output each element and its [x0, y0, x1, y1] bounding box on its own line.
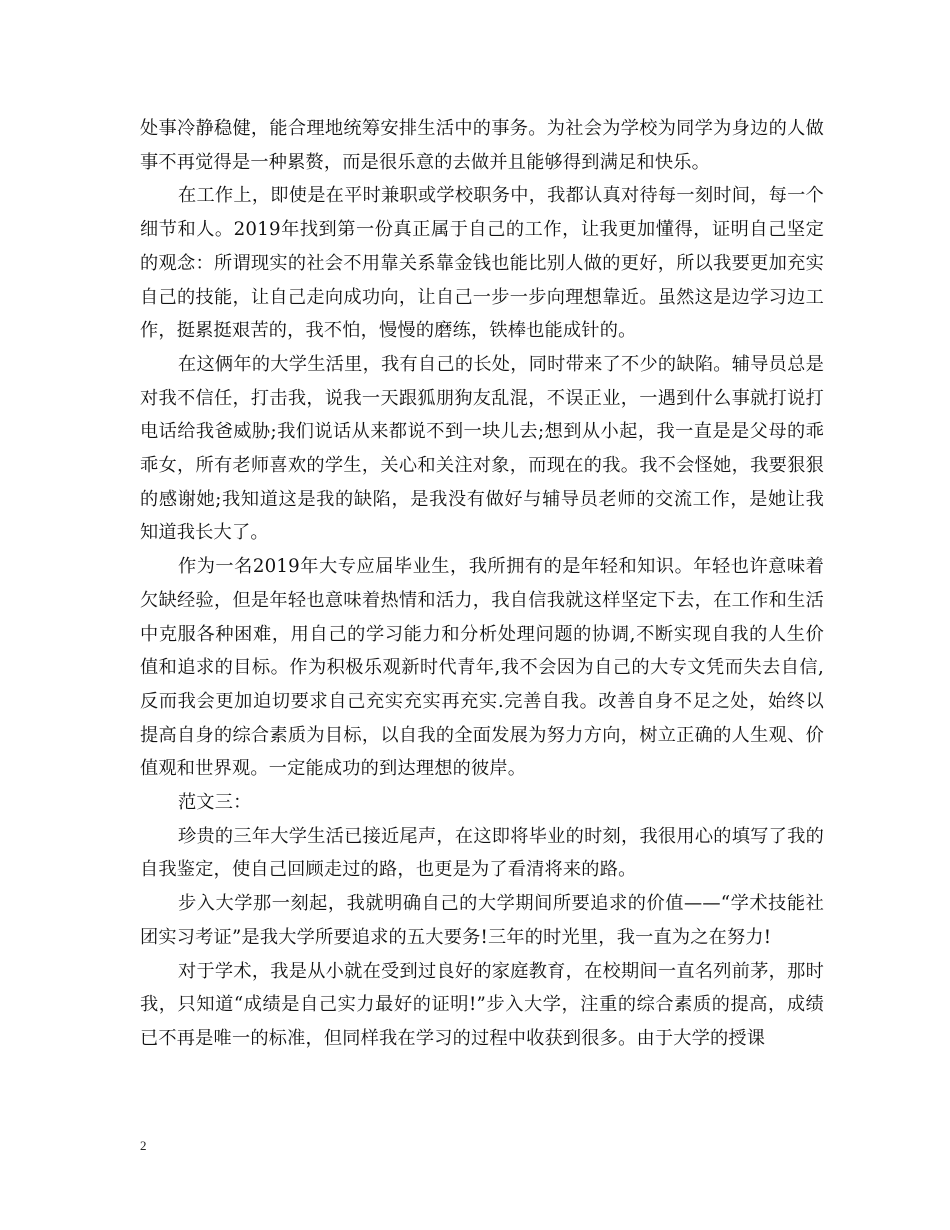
section-heading: 范文三： [178, 792, 252, 814]
document-page [140, 112, 824, 1056]
paragraph-1: 处事冷静稳健，能合理地统筹安排生活中的事务。为社会为学校为同学为身边的人做事不再觉得是一种累赘，而是很乐意的去做并且能够得到满足和快乐。 [140, 118, 824, 173]
paragraph-3: 在这俩年的大学生活里，我有自己的长处，同时带来了不少的缺陷。辅导员总是对我不信任，打击我，说我一天跟狐朋狗友乱混，不误正业，一遇到什么事就打说打电话给我爸威胁;我们说话从来都说不到一块儿去;想到从小起，我一直是是父母的乖乖女，所有老师喜欢的学生，关心和关注对象，而现在的我。我不会怪她，我要狠狠的感谢她;我知道这是我的缺陷，是我没有做好与辅导员老师的交流工作，是她让我知道我长大了。 [140, 353, 824, 544]
paragraph-4: 作为一名2019年大专应届毕业生，我所拥有的是年轻和知识。年轻也许意味着欠缺经验，但是年轻也意味着热情和活力，我自信我就这样坚定下去，在工作和生活中克服各种困难，用自己的学习能力和分析处理问题的协调,不断实现自我的人生价值和追求的目标。作为积极乐观新时代青年,我不会因为自己的大专文凭而失去自信,反而我会更加迫切要求自己充实充实再充实.完善自我。改善自身不足之处，始终以提高自身的综合素质为目标，以自我的全面发展为努力方向，树立正确的人生观、价值观和世界观。一定能成功的到达理想的彼岸。 [140, 556, 824, 780]
paragraph-5: 珍贵的三年大学生活已接近尾声，在这即将毕业的时刻，我很用心的填写了我的自我鉴定，使自己回顾走过的路，也更是为了看清将来的路。 [140, 825, 824, 881]
paragraph-6: 步入大学那一刻起，我就明确自己的大学期间所要追求的价值——“学术技能社团实习考证”是我大学所要追求的五大要务!三年的时光里，我一直为之在努力! [140, 893, 824, 948]
paragraph-2: 在工作上，即使是在平时兼职或学校职务中，我都认真对待每一刻时间，每一个细节和人。2019年找到第一份真正属于自己的工作，让我更加懂得，证明自己坚定的观念：所谓现实的社会不用靠关系靠金钱也能比别人做的更好，所以我要更加充实自己的技能，让自己走向成功向，让自己一步一步向理想靠近。虽然这是边学习边工作，挺累挺艰苦的，我不怕，慢慢的磨练，铁棒也能成针的。 [140, 185, 824, 342]
page-number: 2 [140, 1138, 147, 1153]
paragraph-7: 对于学术，我是从小就在受到过良好的家庭教育，在校期间一直名列前茅，那时我，只知道“成绩是自己实力最好的证明!”步入大学，注重的综合素质的提高，成绩已不再是唯一的标准，但同样我在学习的过程中收获到很多。由于大学的授课 [140, 960, 824, 1049]
